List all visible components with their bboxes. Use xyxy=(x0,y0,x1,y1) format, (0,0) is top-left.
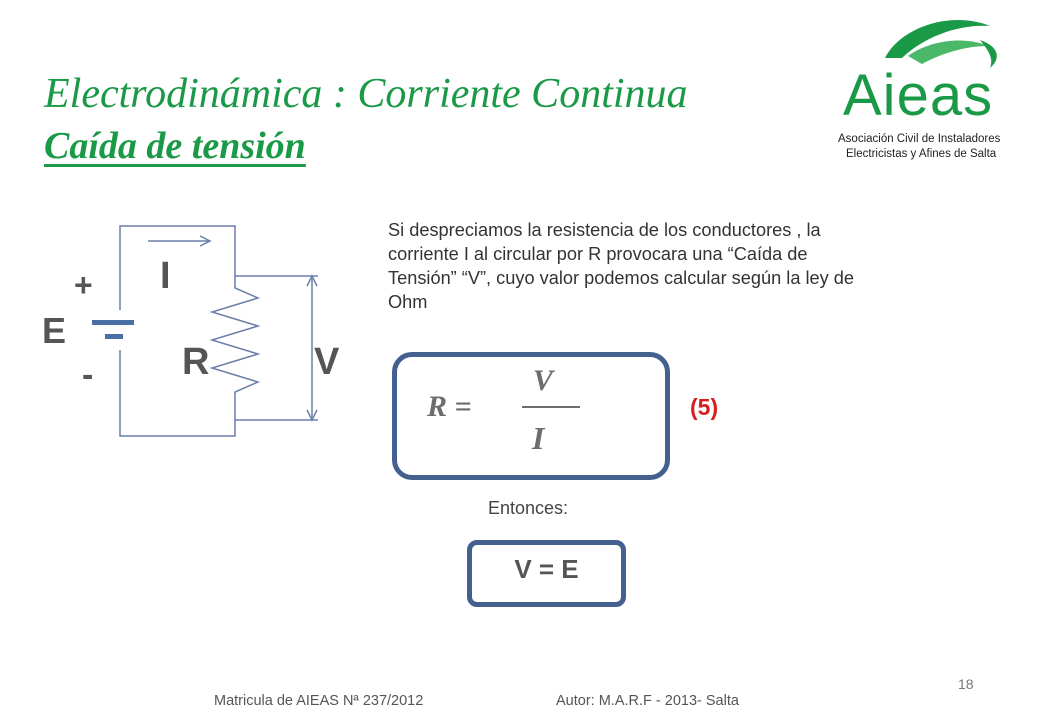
footer-registration: Matricula de AIEAS Nª 237/2012 xyxy=(214,693,424,709)
slide-title: Electrodinámica : Corriente Continua xyxy=(44,71,688,117)
formula-numerator: V xyxy=(533,364,554,397)
logo-tagline-1: Asociación Civil de Instaladores xyxy=(838,133,1001,145)
formula-lhs: R = xyxy=(427,390,472,423)
formula-denominator: I xyxy=(532,420,545,456)
footer-author: Autor: M.A.R.F - 2013- Salta xyxy=(556,693,739,709)
page-number: 18 xyxy=(958,676,974,692)
logo-tagline-2: Electricistas y Afines de Salta xyxy=(846,148,997,160)
slide-subtitle: Caída de tensión xyxy=(44,125,306,167)
circuit-diagram xyxy=(40,210,360,450)
fraction-bar xyxy=(522,406,580,408)
battery-short-plate-icon xyxy=(105,334,123,339)
voltage-label: V xyxy=(314,341,340,383)
source-label: E xyxy=(42,310,67,351)
minus-label: - xyxy=(82,356,94,394)
battery-long-plate-icon xyxy=(92,320,134,325)
logo-wordmark: Aieas xyxy=(843,63,994,128)
resistor-label: R xyxy=(182,341,210,383)
current-label: I xyxy=(160,255,171,297)
explanation-paragraph: Si despreciamos la resistencia de los conductores , la corriente I al circular por R provocara una “Caída de Tensión” “V”, cuyo valor podemos calcular según la ley de Ohm xyxy=(388,220,855,312)
plus-label: + xyxy=(74,267,93,303)
equation-number: (5) xyxy=(690,394,719,420)
result-equation: V = E xyxy=(514,554,579,584)
conclusion-lead: Entonces: xyxy=(488,498,569,518)
